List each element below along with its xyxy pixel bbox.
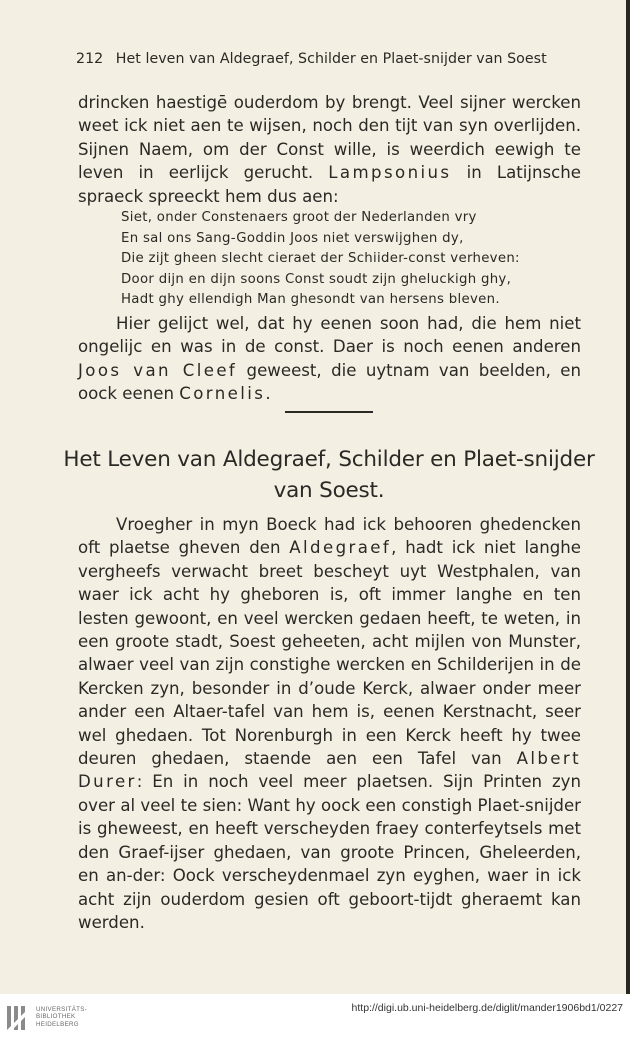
page-number: 212 xyxy=(76,51,104,67)
paragraph-3-text-c: : En in noch veel meer plaetsen. Sijn Printen zyn over al veel te sien: Want hy oock een constigh Plaet-snijder is gheweest, en heeft verscheyden fraey conterfeytsels met den Graef-ijser ghedaen, van groote Princen, Gheleerden, en an-der: Oock verscheydenmael zyn eyghen, waer in ick acht zijn ouderdom gesien oft geboort-tijdt gheraemt kan werden. xyxy=(78,772,581,932)
paragraph-2-text-c: . xyxy=(265,384,271,404)
running-head xyxy=(76,51,560,67)
paragraph-1 xyxy=(78,91,581,208)
paragraph-3-text-b: , hadt ick niet langhe vergheefs verwacht breet bescheyt uyt Westphalen, van waer ick acht hy gheboren is, oft immer langhe en ten lesten gewoont, en veel wercken gedaen heeft, te weten, in een groote stadt, Soest geheeten, acht mijlen von Munster, alwaer veel van zijn constighe wercken en Schilderijen in de Kercken zyn, besonder in d’oude Kerck, alwaer onder meer ander een Altaer-tafel van hem is, eenen Kerstnacht, seer wel ghedaen. Tot Norenburgh in een Kerck heeft hy twee deuren ghedaen, staende aen een Tafel van xyxy=(78,538,581,769)
name-lampsonius: Lampsonius xyxy=(328,163,452,183)
verse-line: Door dijn en dijn soons Const soudt zijn gheluckigh ghy, xyxy=(121,271,512,287)
name-albert-durer: Albert Durer xyxy=(78,749,581,792)
library-logo-text xyxy=(36,1006,87,1028)
name-aldegraef: Aldegraef xyxy=(289,538,392,558)
logo-line: HEIDELBERG xyxy=(36,1020,79,1028)
verse-line: Die zijt gheen slecht cieraet der Schiider-const verheven: xyxy=(121,251,520,267)
paragraph-3 xyxy=(78,513,581,934)
paragraph-2 xyxy=(78,312,581,406)
chapter-title xyxy=(60,444,598,506)
verse-line: En sal ons Sang-Goddin Joos niet verswijghen dy, xyxy=(121,230,464,246)
permalink-url[interactable]: http://digi.ub.uni-heidelberg.de/diglit/mander1906bd1/0227 xyxy=(351,1002,623,1014)
chapter-title-line-1: Het Leven van Aldegraef, Schilder en Plaet-snijder xyxy=(63,447,595,472)
paragraph-2-text-b: geweest, die uytnam van beelden, en oock eenen xyxy=(78,360,581,404)
paragraph-3-text-a: Vroegher in myn Boeck had ick behooren ghedencken oft plaetse gheven den xyxy=(78,515,581,558)
university-library-logo-icon xyxy=(5,1003,31,1033)
chapter-title-line-2: van Soest. xyxy=(273,478,385,503)
verse-line: Hadt ghy ellendigh Man ghesondt van hersens bleven. xyxy=(121,292,500,308)
logo-line: UNIVERSITÄTS- xyxy=(36,1006,87,1013)
paragraph-2-text-a: Hier gelijct wel, dat hy eenen soon had, die hem niet ongelijc en was in de const. Daer is noch eenen anderen xyxy=(78,314,581,357)
running-head-title: Het leven van Aldegraef, Schilder en Plaet-snijder van Soest xyxy=(115,51,547,67)
logo-line: BIBLIOTHEK xyxy=(36,1013,76,1021)
section-divider xyxy=(285,411,373,413)
verse-block xyxy=(121,208,581,311)
name-joos-van-cleef: Joos van Cleef xyxy=(78,360,238,380)
name-cornelis: Cornelis xyxy=(179,384,266,404)
verse-line: Siet, onder Constenaers groot der Nederlanden vry xyxy=(121,210,477,225)
paragraph-1-text-b: in Latijnsche spraeck spreeckt hem dus aen: xyxy=(78,163,581,206)
paragraph-1-text-a: drincken haestigē ouderdom by brengt. Veel sijner wercken weet ick niet aen te wijsen, noch den tijt van syn overlijden. Sijnen Naem, om der Const wille, is weerdich eewigh te leven in eerlijck gerucht. xyxy=(78,93,581,183)
